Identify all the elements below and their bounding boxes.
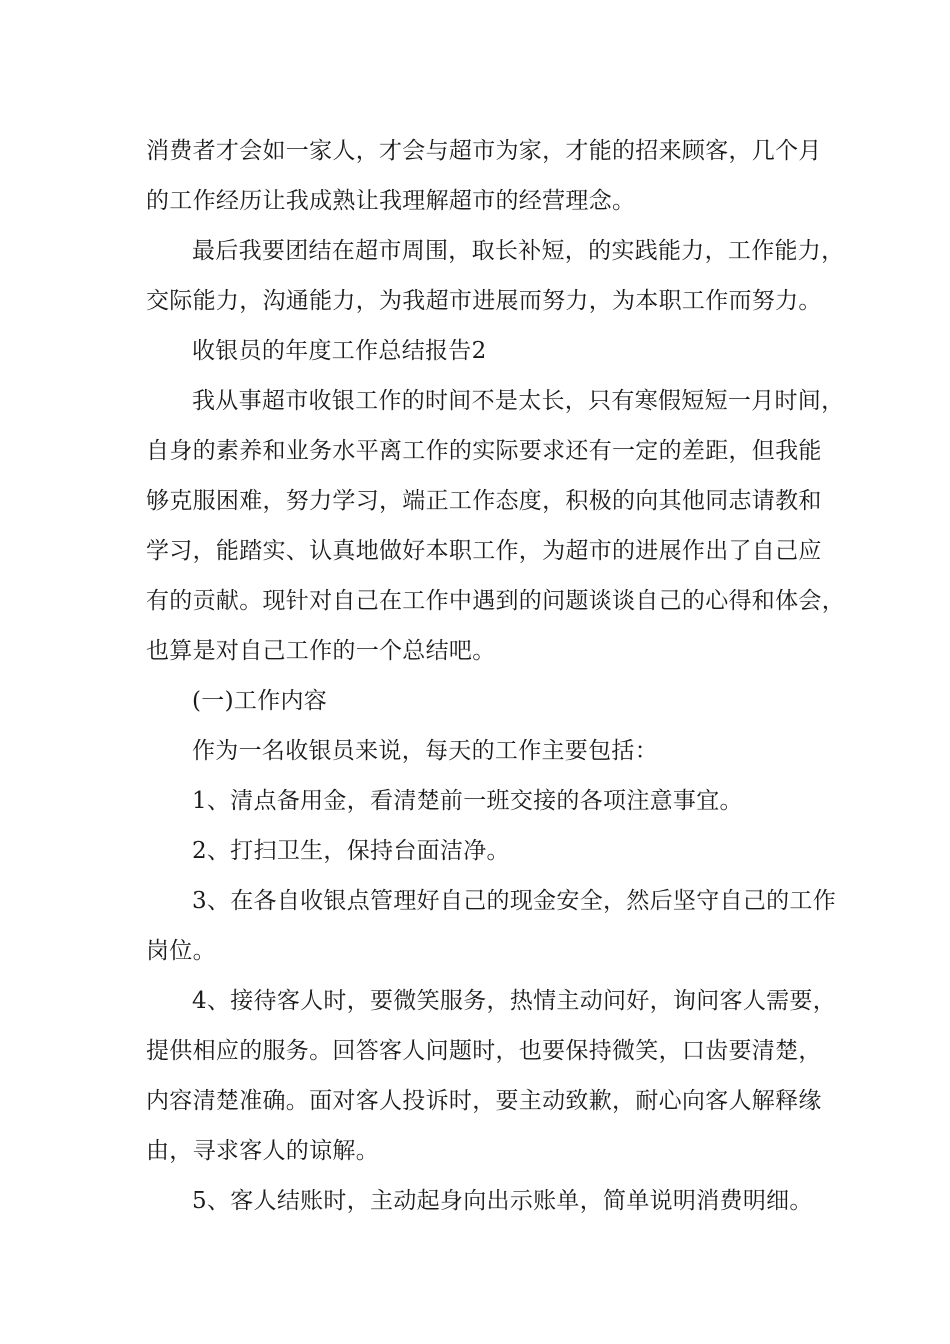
list-item: 3、在各自收银点管理好自己的现金安全，然后坚守自己的工作 [192,888,837,914]
text-line: 交际能力，沟通能力，为我超市进展而努力，为本职工作而努力。 [146,288,822,314]
text-line: 的工作经历让我成熟让我理解超市的经营理念。 [146,188,636,214]
list-item: 4、接待客人时，要微笑服务，热情主动问好，询问客人需要， [192,988,837,1014]
list-item: 2、打扫卫生，保持台面洁净。 [192,838,510,864]
text-line: 够克服困难，努力学习，端正工作态度，积极的向其他同志请教和 [146,488,822,514]
text-line: 学习，能踏实、认真地做好本职工作，为超市的进展作出了自己应 [146,538,822,564]
text-line: 自身的素养和业务水平离工作的实际要求还有一定的差距，但我能 [146,438,822,464]
paragraph-start-line: 作为一名收银员来说，每天的工作主要包括： [192,738,658,764]
paragraph-start-line: 最后我要团结在超市周围，取长补短，的实践能力，工作能力， [192,238,845,264]
list-item: 5、客人结账时，主动起身向出示账单，简单说明消费明细。 [192,1188,813,1214]
subsection-heading: (一)工作内容 [192,688,328,714]
list-item: 1、清点备用金，看清楚前一班交接的各项注意事宜。 [192,788,743,814]
text-line: 提供相应的服务。回答客人问题时，也要保持微笑，口齿要清楚， [146,1038,822,1064]
paragraph-start-line: 我从事超市收银工作的时间不是太长，只有寒假短短一月时间， [192,388,845,414]
text-line: 有的贡献。现针对自己在工作中遇到的问题谈谈自己的心得和体会， [146,588,845,614]
section-heading: 收银员的年度工作总结报告2 [192,338,487,364]
text-line: 消费者才会如一家人，才会与超市为家，才能的招来顾客，几个月 [146,138,822,164]
text-line: 岗位。 [146,938,216,964]
text-line: 由，寻求客人的谅解。 [146,1138,379,1164]
text-line: 内容清楚准确。面对客人投诉时，要主动致歉，耐心向客人解释缘 [146,1088,822,1114]
text-line: 也算是对自己工作的一个总结吧。 [146,638,496,664]
